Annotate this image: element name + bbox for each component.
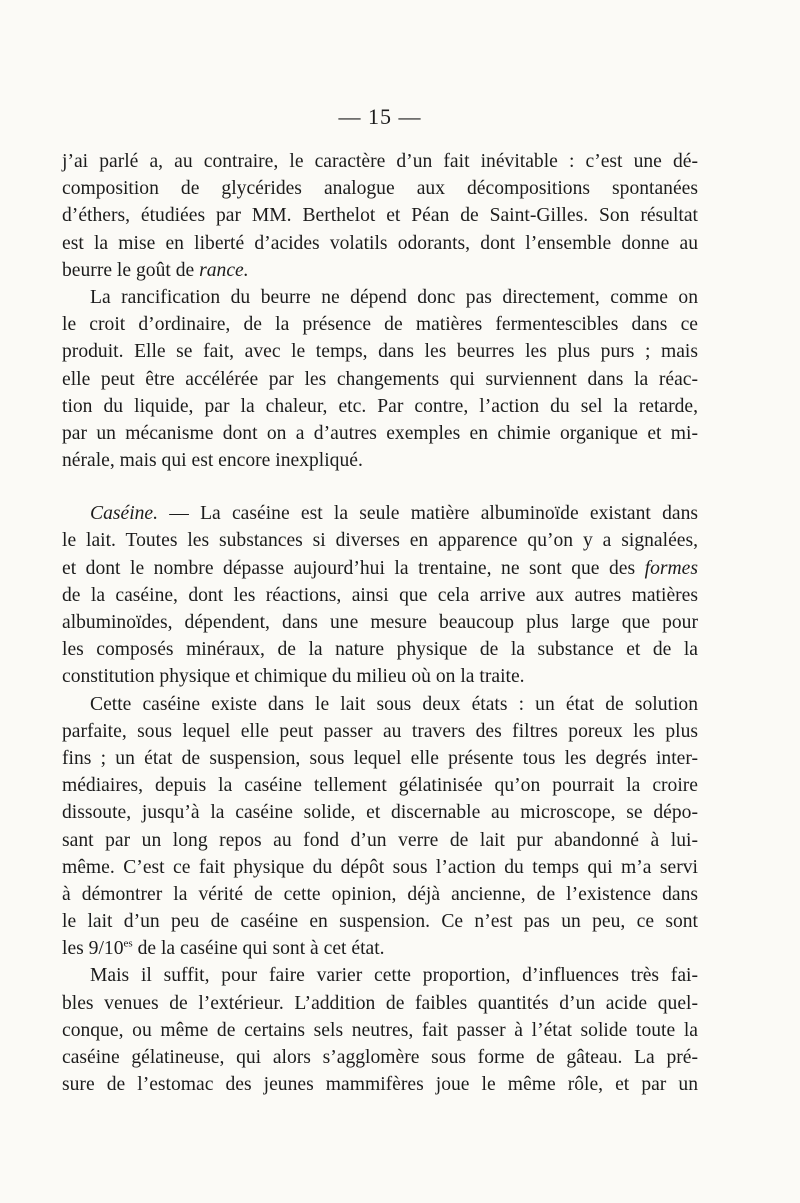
text-line: nérale, mais qui est encore inexpliqué. (62, 450, 363, 472)
text-line: conque, ou même de certains sels neutres, fait passer à l’état solide toute la (62, 1019, 698, 1041)
text-line: de la caséine, dont les réactions, ainsi que cela arrive aux autres matières (62, 584, 698, 606)
text-run: beurre le goût de (62, 259, 200, 281)
text-run: les 9/10 (62, 938, 124, 960)
text-run: — La caséine est la seule matière albuminoïde existant dans (158, 503, 698, 525)
paragraph-5 (62, 962, 698, 1098)
italic-word: formes (644, 557, 698, 579)
italic-word: rance (199, 259, 244, 281)
text-line: fins ; un état de suspension, sous lequel elle présente tous les degrés inter- (62, 747, 698, 769)
text-line: bles venues de l’extérieur. L’addition de faibles quantités d’un acide quel- (62, 992, 698, 1014)
text-line: sant par un long repos au fond d’un verre de lait pur abandonné à lui- (62, 829, 698, 851)
text-line: produit. Elle se fait, avec le temps, dans les beurres les plus purs ; mais (62, 341, 698, 363)
text-line: est la mise en liberté d’acides volatils odorants, dont l’ensemble donne au (62, 232, 698, 254)
body-text (62, 148, 698, 1098)
text-line: le lait d’un peu de caséine en suspension. Ce n’est pas un peu, ce sont (62, 911, 698, 933)
text-line (62, 555, 698, 582)
text-line: sure de l’estomac des jeunes mammifères joue le même rôle, et par un (62, 1074, 698, 1096)
paragraph-3 (62, 500, 698, 690)
text-run: et dont le nombre dépasse aujourd’hui la trentaine, ne sont que des (62, 557, 645, 579)
text-run: de la caséine qui sont à cet état. (132, 938, 385, 960)
text-line (62, 500, 698, 527)
section-gap (62, 474, 698, 500)
text-line: par un mécanisme dont on a d’autres exemples en chimie organique et mi- (62, 422, 698, 444)
paragraph-4 (62, 691, 698, 963)
text-line: caséine gélatineuse, qui alors s’agglomère sous forme de gâteau. La pré- (62, 1047, 698, 1068)
section-heading-caseine: Caséine. (90, 503, 159, 525)
text-line: La rancification du beurre ne dépend donc pas directement, comme on (90, 286, 698, 308)
text-line: elle peut être accélérée par les changements qui surviennent dans la réac- (62, 368, 698, 390)
text-line: Mais il suffit, pour faire varier cette proportion, d’influences très fai- (90, 965, 698, 987)
text-line: albuminoïdes, dépendent, dans une mesure beaucoup plus large que pour (62, 612, 698, 633)
text-line: constitution physique et chimique du milieu où on la traite. (62, 666, 525, 688)
text-line (62, 257, 698, 284)
text-line: dissoute, jusqu’à la caséine solide, et discernable au microscope, se dépo- (62, 802, 698, 824)
text-line (62, 935, 698, 962)
text-line: parfaite, sous lequel elle peut passer au travers des filtres poreux les plus (62, 720, 698, 742)
page-number: — 15 — (338, 104, 422, 129)
paragraph-2 (62, 284, 698, 474)
text-run: . (243, 259, 249, 281)
text-line: à démontrer la vérité de cette opinion, déjà ancienne, de l’existence dans (62, 883, 698, 905)
text-line: les composés minéraux, de la nature physique de la substance et de la (62, 639, 698, 661)
text-line: composition de glycérides analogue aux décompositions spontanées (62, 178, 698, 200)
text-line: médiaires, depuis la caséine tellement gélatinisée qu’on pourrait la croire (62, 775, 698, 797)
text-line: d’éthers, étudiées par MM. Berthelot et Péan de Saint-Gilles. Son résultat (62, 205, 698, 227)
text-line: j’ai parlé a, au contraire, le caractère d’un fait inévitable : c’est une dé- (62, 151, 698, 172)
text-line: même. C’est ce fait physique du dépôt sous l’action du temps qui m’a servi (62, 856, 698, 878)
text-line: tion du liquide, par la chaleur, etc. Par contre, l’action du sel la retarde, (62, 395, 698, 417)
text-line: le lait. Toutes les substances si diverses en apparence qu’on y a signalées, (62, 530, 698, 552)
text-line: Cette caséine existe dans le lait sous deux états : un état de solution (90, 693, 698, 715)
superscript: es (123, 937, 133, 950)
text-line: le croit d’ordinaire, de la présence de matières fermentescibles dans ce (62, 314, 698, 336)
paragraph-1 (62, 148, 698, 284)
